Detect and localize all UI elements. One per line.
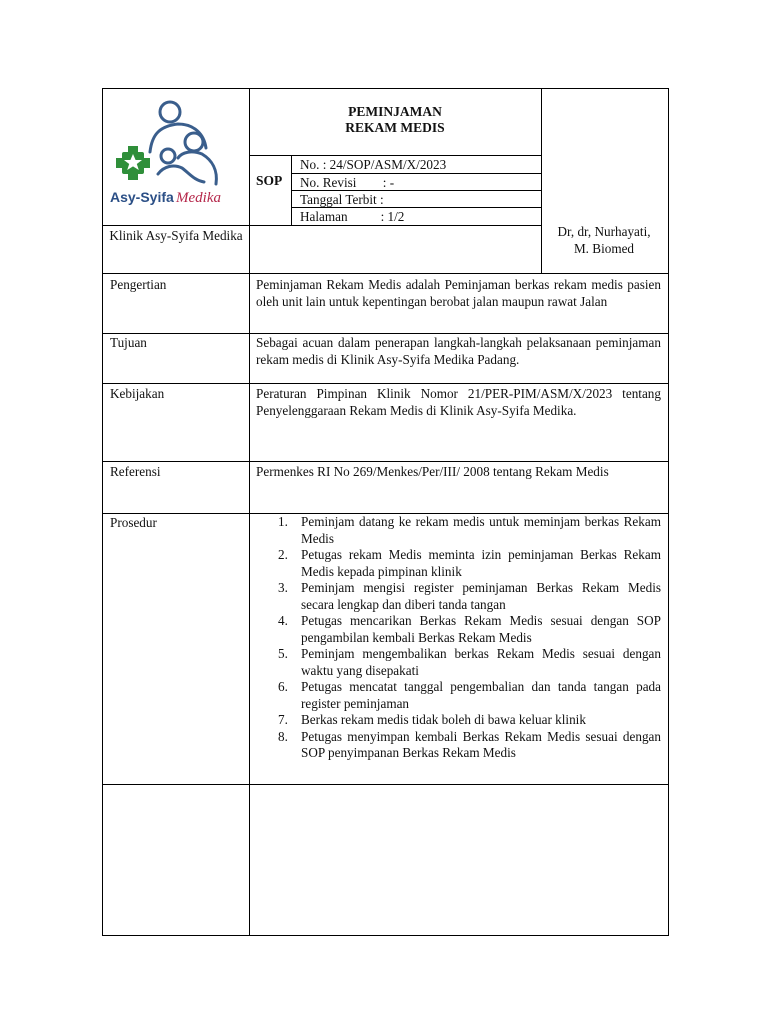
label-column-divider xyxy=(249,88,250,936)
logo-child-arm xyxy=(158,166,204,182)
sop-number: No. : 24/SOP/ASM/X/2023 xyxy=(300,157,447,172)
table-bottom-border xyxy=(102,935,669,936)
procedure-step xyxy=(256,547,661,580)
clinic-name: Klinik Asy-Syifa Medika xyxy=(109,228,243,243)
text-referensi: Permenkes RI No 269/Menkes/Per/III/ 2008 tentang Rekam Medis xyxy=(256,464,609,479)
step-text: Peminjam mengisi register peminjaman Berkas Rekam Medis secara lengkap dan diberi tanda tangan xyxy=(301,580,661,612)
step-text: Petugas menyimpan kembali Berkas Rekam Medis sesuai dengan SOP penyimpanan Berkas Rekam Medis xyxy=(301,728,661,760)
logo-child-head xyxy=(161,149,175,163)
meta-row-divider-1 xyxy=(291,173,541,174)
step-text: Berkas rekam medis tidak boleh di bawa keluar klinik xyxy=(301,712,586,727)
header-meta-bottom xyxy=(102,225,541,226)
procedure-step xyxy=(256,580,661,613)
signatory xyxy=(541,223,667,257)
label-referensi: Referensi xyxy=(110,464,161,479)
procedure-step xyxy=(256,613,661,646)
revision-number: No. Revisi : - xyxy=(300,175,395,190)
document-title xyxy=(250,104,540,136)
step-number: 5. xyxy=(278,646,288,661)
logo-parent-body xyxy=(150,124,206,152)
publish-date: Tanggal Terbit : xyxy=(300,192,384,207)
title-line-1: PEMINJAMAN xyxy=(348,104,442,119)
text-kebijakan: Peraturan Pimpinan Klinik Nomor 21/PER-PIM/ASM/X/2023 tentang Penyelenggaraan Rekam Medis di Klinik Asy-Syifa Medika. xyxy=(256,386,661,418)
row-divider-blank xyxy=(102,784,669,785)
procedure-step xyxy=(256,712,661,729)
step-text: Peminjam mengembalikan berkas Rekam Medis sesuai dengan waktu yang disepakati xyxy=(301,646,661,678)
title-divider xyxy=(249,155,541,156)
logo-brand-part2: Medika xyxy=(176,190,221,206)
clinic-logo xyxy=(108,98,246,212)
signatory-line-1: Dr, dr, Nurhayati, xyxy=(557,224,651,239)
label-kebijakan: Kebijakan xyxy=(110,386,165,401)
procedure-step xyxy=(256,679,661,712)
step-number: 4. xyxy=(278,613,288,628)
text-tujuan: Sebagai acuan dalam penerapan langkah-langkah pelaksanaan peminjaman rekam medis di Klinik Asy-Syifa Medika Padang. xyxy=(256,335,661,367)
table-left-border xyxy=(102,88,103,936)
step-text: Petugas mencarikan Berkas Rekam Medis sesuai dengan SOP pengambilan kembali Berkas Rekam Medis xyxy=(301,613,661,645)
procedure-step xyxy=(256,514,661,547)
row-divider-tujuan xyxy=(102,333,669,334)
text-pengertian: Peminjaman Rekam Medis adalah Peminjaman berkas rekam medis pasien oleh unit lain untuk kepentingan berobat jalan maupun rawat Jalan xyxy=(256,277,661,309)
header-bottom-border xyxy=(102,273,669,274)
signatory-line-2: M. Biomed xyxy=(573,241,635,256)
step-number: 7. xyxy=(278,712,288,727)
star-cross-icon xyxy=(116,146,150,180)
label-prosedur: Prosedur xyxy=(110,515,157,530)
step-number: 3. xyxy=(278,580,288,595)
row-divider-kebijakan xyxy=(102,383,669,384)
logo-parent-head xyxy=(160,102,180,122)
step-number: 1. xyxy=(278,514,288,529)
procedure-step xyxy=(256,646,661,679)
label-tujuan: Tujuan xyxy=(110,335,147,350)
page-number: Halaman : 1/2 xyxy=(300,209,405,224)
step-number: 6. xyxy=(278,679,288,694)
table-top-border xyxy=(102,88,669,89)
sop-column-divider xyxy=(291,155,292,225)
step-number: 8. xyxy=(278,728,288,744)
sop-label: SOP xyxy=(256,173,283,188)
procedure-step xyxy=(256,729,661,762)
step-text: Peminjam datang ke rekam medis untuk meminjam berkas Rekam Medis xyxy=(301,514,661,546)
step-text: Petugas mencatat tanggal pengembalian dan tanda tangan pada register peminjaman xyxy=(301,679,661,711)
table-right-border xyxy=(668,88,669,936)
title-line-2: REKAM MEDIS xyxy=(345,120,445,135)
logo-mother-head xyxy=(185,133,203,151)
row-divider-referensi xyxy=(102,461,669,462)
logo-brand-part1: Asy-Syifa xyxy=(110,189,174,205)
step-text: Petugas rekam Medis meminta izin peminjaman Berkas Rekam Medis kepada pimpinan klinik xyxy=(301,547,661,579)
procedure-list xyxy=(256,514,661,762)
label-pengertian: Pengertian xyxy=(110,277,167,292)
step-number: 2. xyxy=(278,547,288,562)
